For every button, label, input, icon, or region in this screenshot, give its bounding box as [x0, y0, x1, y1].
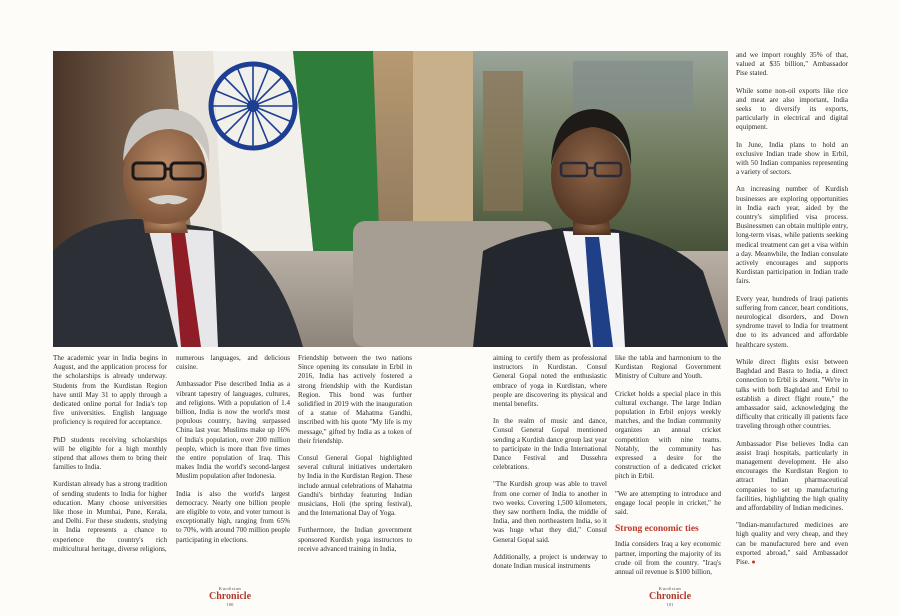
paragraph: Friendship between the two nations Since opening its consulate in Erbil in 2016, India has actively fostered a strong friendship with the Kurdistan Region. This bond was further solidified in 2019 with the inauguration of a statue of Mahatma Gandhi, inscribed with his quote "My life is my message," gifted by India as a token of their friendship.: [298, 354, 412, 445]
article-column-2: [176, 354, 290, 553]
paragraph: India is also the world's largest democracy. Nearly one billion people are eligible to vote, and voter turnout is exceptionally high, ranging from 65% to 70%, with around 700 million people participating in elections.: [176, 489, 290, 544]
paragraph: While direct flights exist between Baghdad and Basra to India, a direct connection to Erbil is absent. "We're in talks with both Baghdad and Erbil to establish a direct flight route," the ambassador said, acknowledging the difficulty that critically ill patients face traveling through other countries.: [736, 357, 848, 431]
article-column-4: [493, 354, 607, 579]
paragraph: [736, 521, 848, 567]
paragraph: Ambassador Pise believes India can assist Iraqi hospitals, particularly in management development. He also encourages the Kurdistan Region to attract Indian pharmaceutical companies to set up manufacturing facilities, highlighting the high quality and affordability of Indian medicines.: [736, 439, 848, 512]
photo-two-officials: [53, 51, 728, 347]
article-column-3: [298, 354, 412, 562]
paragraph: Consul General Gopal highlighted several cultural initiatives undertaken by India in the Kurdistan Region. These include annual celebrations of Mahatma Gandhi's birthday featuring Indian musicians, Holi (the spring festival), and the International Day of Yoga.: [298, 454, 412, 518]
paragraph: PhD students receiving scholarships will be eligible for a high monthly stipend that allows them to bring their families to India.: [53, 435, 167, 472]
paragraph: In June, India plans to hold an exclusive Indian trade show in Erbil, with 50 Indian companies representing a variety of sectors.: [736, 140, 848, 177]
footer-right: [645, 586, 695, 607]
paragraph: "We are attempting to introduce and engage local people in cricket," he said.: [615, 489, 721, 517]
paragraph: like the tabla and harmonium to the Kurdistan Regional Government Ministry of Culture and Youth.: [615, 354, 721, 381]
paragraph: Additionally, a project is underway to donate Indian musical instruments: [493, 552, 607, 571]
masthead-small: Kurdistan: [218, 586, 242, 591]
masthead-brand: Chronicle: [208, 591, 252, 602]
paragraph: Ambassador Pise described India as a vibrant tapestry of languages, cultures, and religions. With a population of 1.4 billion, India is now the world's most populous country, having surpassed China last year. Muslims make up 16% of India's population, over 200 million people, which is more than five times the entire population of Iraq. This makes India the world's second-largest Muslim population after Indonesia.: [176, 380, 290, 481]
paragraph: numerous languages, and delicious cuisine.: [176, 354, 290, 372]
paragraph: While some non-oil exports like rice and meat are also important, India seeks to diversify its exports, particularly in electrical and digital equipment.: [736, 86, 848, 132]
paragraph: India considers Iraq a key economic partner, importing the majority of its crude oil from the country. "Iraq's annual oil revenue is $100 billion,: [615, 540, 721, 577]
footer-left: [205, 586, 255, 607]
article-column-6: [736, 51, 848, 575]
article-column-1: [53, 354, 167, 562]
masthead-brand: Chronicle: [648, 591, 692, 602]
paragraph: An increasing number of Kurdish businesses are exploring opportunities in India each year, aided by the country's simplified visa process. Businessmen can obtain multiple entry, long-term visas, while patients seeking medical treatment can get a visa within a day. Meanwhile, the Indian consulate actively encourages and supports Kurdistan participation in Indian trade fairs.: [736, 185, 848, 286]
paragraph: The academic year in India begins in August, and the application process for the scholarships is already underway. Students from the Kurdistan Region have until May 31 to apply through a dedicated online portal for India's top five universities. English language proficiency is required for acceptance.: [53, 354, 167, 427]
paragraph: "The Kurdish group was able to travel from one corner of India to another in two weeks. Covering 1,500 kilometers, they saw northern India, the middle of India, and then northeastern India, so it was huge what they did," Consul General Gopal said.: [493, 480, 607, 544]
paragraph: Cricket holds a special place in this cultural exchange. The large Indian population in Erbil enjoys weekly matches, and the Indian community organizes an annual cricket competition with nine teams. Notably, the community has expressed a desire for the construction of a dedicated cricket pitch in Erbil.: [615, 389, 721, 481]
masthead-small: Kurdistan: [658, 586, 682, 591]
paragraph: and we import roughly 35% of that, valued at $35 billion," Ambassador Pise stated.: [736, 51, 848, 78]
photo-illustration: [53, 51, 728, 347]
paragraph: In the realm of music and dance, Consul General Gopal mentioned sending a Kurdish dance group last year to participate in the India International Dance Festival and Dussehra celebrations.: [493, 417, 607, 472]
page-number: 101: [666, 602, 674, 607]
paragraph: Furthermore, the Indian government sponsored Kurdish yoga instructors to receive advanced training in India,: [298, 526, 412, 553]
section-heading: Strong economic ties: [615, 524, 699, 535]
article-column-5: [615, 354, 721, 585]
paragraph: Every year, hundreds of Iraqi patients suffering from cancer, heart conditions, neurological disorders, and Down syndrome travel to India for treatment due to its advanced and affordable healthcare system.: [736, 294, 848, 349]
paragraph: Kurdistan already has a strong tradition of sending students to India for higher education. Many choose universities like those in Mumbai, Pune, Kerala, and Delhi. For these students, studying in India represents a chance to experience the country's rich multicultural heritage, diverse religions,: [53, 480, 167, 553]
end-mark-icon: ●: [751, 557, 756, 566]
paragraph: aiming to certify them as professional instructors in Kurdistan. Consul General Gopal noted the enthusiastic embrace of yoga in Kurdistan, where people are discovering its physical and mental benefits.: [493, 354, 607, 409]
closing-quote: "Indian-manufactured medicines are high quality and very cheap, and they can be manufactured here and even exported abroad," said Ambassador Pise.: [736, 521, 848, 566]
page-number: 100: [226, 602, 234, 607]
